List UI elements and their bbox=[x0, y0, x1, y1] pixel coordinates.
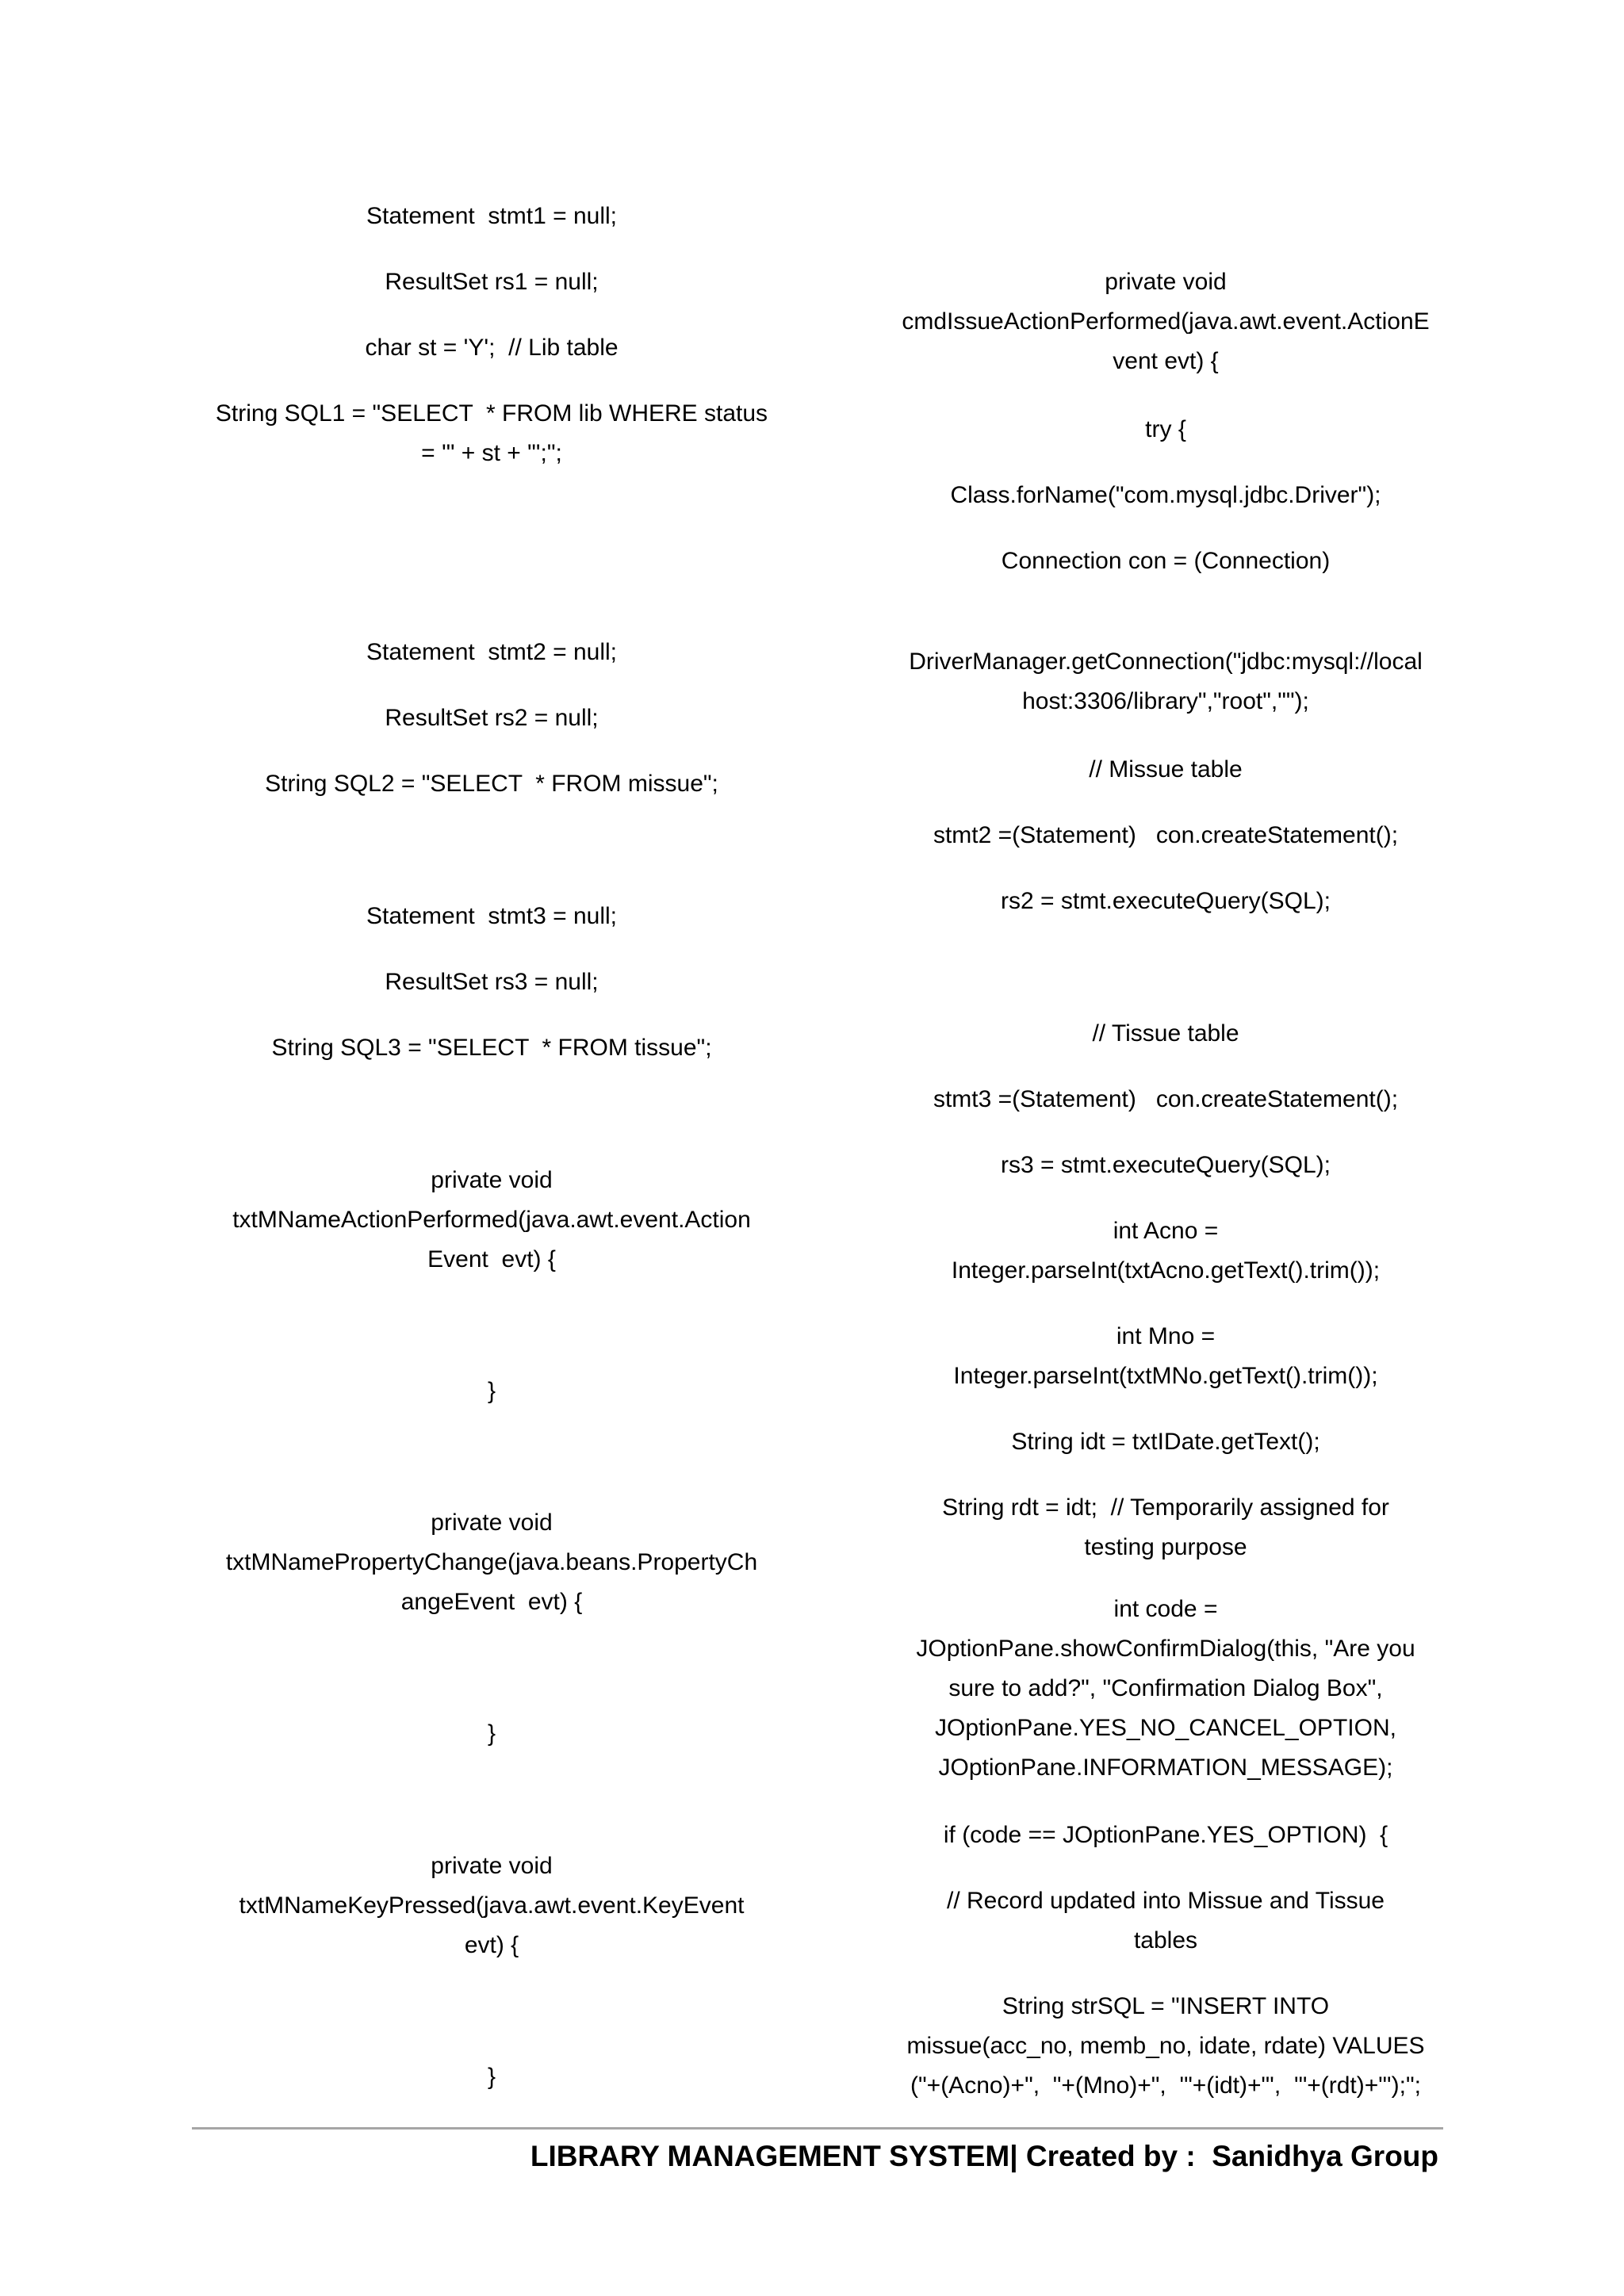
code-block: // Record updated into Missue and Tissue tables bbox=[947, 1888, 1385, 1954]
code-line: stmt3 =(Statement) con.createStatement(); bbox=[933, 1086, 1399, 1112]
code-line: } bbox=[487, 1378, 496, 1404]
code-line: if (code == JOptionPane.YES_OPTION) { bbox=[943, 1822, 1388, 1848]
code-line: stmt2 =(Statement) con.createStatement(); bbox=[933, 822, 1399, 848]
code-line: Statement stmt2 = null; bbox=[366, 639, 617, 665]
code-line: rs2 = stmt.executeQuery(SQL); bbox=[1001, 888, 1331, 914]
code-line: char st = 'Y'; // Lib table bbox=[365, 335, 619, 361]
code-line: } bbox=[487, 1720, 496, 1747]
code-line: ResultSet rs3 = null; bbox=[385, 969, 599, 995]
footer-divider bbox=[192, 2127, 1443, 2130]
code-line: String SQL1 = "SELECT * FROM lib WHERE status = '" + st + "';"; bbox=[215, 400, 768, 466]
code-block: private void txtMNameActionPerformed(java.awt.event.Action Event evt) { bbox=[232, 1167, 751, 1272]
code-line: String SQL2 = "SELECT * FROM missue"; bbox=[265, 771, 718, 797]
code-line: try { bbox=[1145, 416, 1186, 442]
code-block: DriverManager.getConnection("jdbc:mysql://local host:3306/library","root",""); bbox=[909, 649, 1423, 714]
code-line: // Missue table bbox=[1089, 756, 1243, 783]
code-block: int Mno = Integer.parseInt(txtMNo.getText().trim()); bbox=[953, 1323, 1378, 1389]
code-line: String idt = txtIDate.getText(); bbox=[1011, 1429, 1320, 1455]
code-block: private void cmdIssueActionPerformed(java.awt.event.ActionE vent evt) { bbox=[902, 269, 1430, 374]
code-line: Class.forName("com.mysql.jdbc.Driver"); bbox=[950, 482, 1381, 508]
code-block: String rdt = idt; // Temporarily assigned for testing purpose bbox=[942, 1494, 1389, 1560]
code-line: Statement stmt1 = null; bbox=[366, 203, 617, 229]
code-line: ResultSet rs2 = null; bbox=[385, 705, 599, 731]
code-block: private void txtMNameKeyPressed(java.awt.event.KeyEvent evt) { bbox=[239, 1853, 745, 1958]
code-block: int Acno = Integer.parseInt(txtAcno.getText().trim()); bbox=[951, 1218, 1381, 1284]
code-block: String strSQL = "INSERT INTO missue(acc_no, memb_no, idate, rdate) VALUES ("+(Acno)+", "+(Mno)+", '"+(idt)+"', '"+(rdt)+"');"; bbox=[906, 1993, 1425, 2099]
code-line: String SQL3 = "SELECT * FROM tissue"; bbox=[271, 1035, 712, 1061]
code-line: ResultSet rs1 = null; bbox=[385, 269, 599, 295]
code-line: Connection con = (Connection) bbox=[1001, 548, 1331, 574]
code-block: private void txtMNamePropertyChange(java.beans.PropertyCh angeEvent evt) { bbox=[225, 1510, 758, 1615]
code-line: } bbox=[487, 2064, 496, 2090]
code-line: Statement stmt3 = null; bbox=[366, 903, 617, 929]
code-line: rs3 = stmt.executeQuery(SQL); bbox=[1001, 1152, 1331, 1178]
code-line: // Tissue table bbox=[1092, 1020, 1239, 1047]
page-footer: LIBRARY MANAGEMENT SYSTEM| Created by : Sanidhya Group bbox=[530, 2140, 1438, 2172]
code-block: int code = JOptionPane.showConfirmDialog(this, "Are you sure to add?", "Confirmation Dialog Box", JOptionPane.YES_NO_CANCEL_OPTION, JOptionPane.INFORMATION_MESSAGE); bbox=[916, 1596, 1415, 1781]
